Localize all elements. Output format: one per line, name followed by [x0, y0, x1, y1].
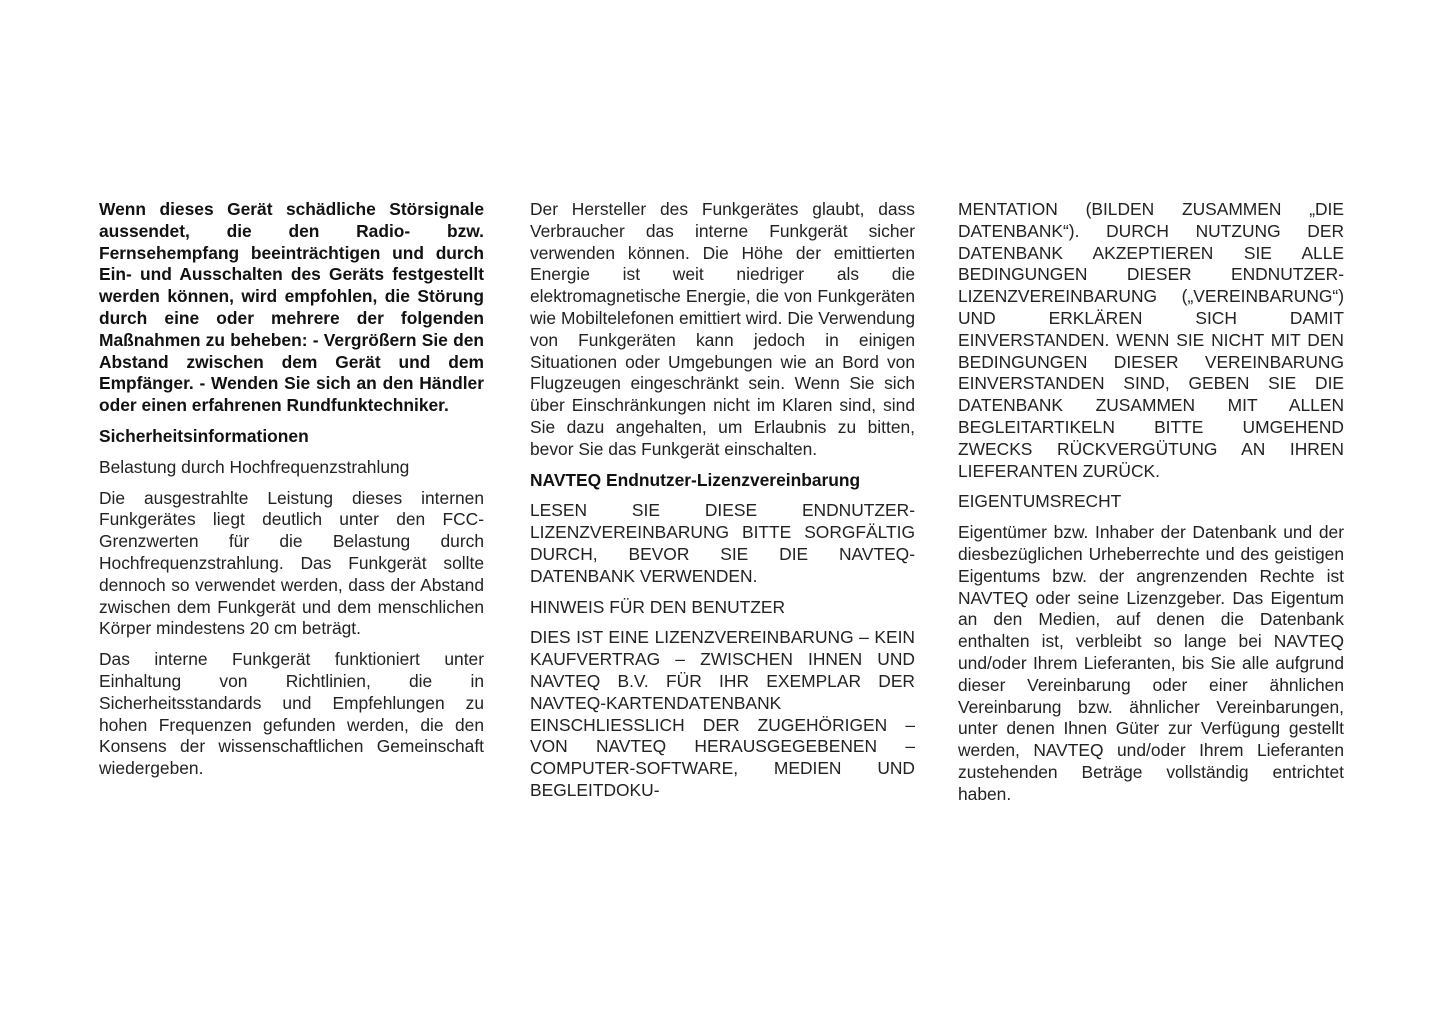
user-notice-subheading: HINWEIS FÜR DEN BENUTZER: [530, 596, 786, 617]
navteq-eula-heading: NAVTEQ Endnutzer-Lizenzvereinbarung: [530, 469, 861, 490]
safety-heading: Sicherheitsinformationen: [99, 425, 309, 446]
read-carefully-paragraph: LESEN SIE DIESE ENDNUTZER-LIZENZVEREINBARUNG BITTE SORGFÄLTIG DURCH, BEVOR SIE DIE NAVTEQ-DATENBANK VERWENDEN.: [530, 500, 915, 586]
rf-exposure-paragraph: Die ausgestrahlte Leistung dieses internen Funkgerätes liegt deutlich unter den FCC-Grenzwerten für die Belastung durch Hochfrequenzstrahlung. Das Funkgerät sollte dennoch so verwendet werden, dass der Abstand zwischen dem Funkgerät und dem menschlichen Körper mindestens 20 cm beträgt.: [99, 487, 484, 639]
documentation-continuation-paragraph: MENTATION (BILDEN ZUSAMMEN „DIE DATENBANK“). DURCH NUTZUNG DER DATENBANK AKZEPTIEREN SIE ALLE BEDINGUNGEN DIESER ENDNUTZER-LIZENZVEREINBARUNG („VEREINBARUNG“) UND ERKLÄREN SICH DAMIT EINVERSTANDEN. WENN SIE NICHT MIT DEN BEDINGUNGEN DIESER VEREINBARUNG EINVERSTANDEN SIND, GEBEN SIE DIE DATENBANK ZUSAMMEN MIT ALLEN BEGLEITARTIKELN BITTE UMGEHEND ZWECKS RÜCKVERGÜTUNG AN IHREN LIEFERANTEN ZURÜCK.: [958, 199, 1344, 481]
ownership-subheading: EIGENTUMSRECHT: [958, 491, 1122, 512]
column-right: [958, 199, 1344, 815]
column-left: [99, 199, 484, 789]
interference-warning: Wenn dieses Gerät schädliche Störsignale aussendet, die den Radio- bzw. Fernsehempfang beeinträchtigen und durch Ein- und Ausschalten des Geräts festgestellt werden können, wird empfohlen, die Störung durch eine oder mehrere der folgenden Maßnahmen zu beheben: - Vergrößern Sie den Abstand zwischen dem Gerät und dem Empfänger. - Wenden Sie sich an den Händler oder einen erfahrenen Rundfunktechniker.: [99, 199, 484, 416]
manufacturer-paragraph: Der Hersteller des Funkgerätes glaubt, dass Verbraucher das interne Funkgerät sicher verwenden können. Die Höhe der emittierten Energie ist weit niedriger als die elektromagnetische Energie, die von Funkgeräten wie Mobiltelefonen emittiert wird. Die Verwendung von Funkgeräten kann jedoch in einigen Situationen oder Umgebungen wie an Bord von Flugzeugen eingeschränkt sein. Wenn Sie sich über Einschränkungen nicht im Klaren sind, sind Sie dazu angehalten, um Erlaubnis zu bitten, bevor Sie das Funkgerät einschalten.: [530, 199, 915, 459]
license-agreement-paragraph: DIES IST EINE LIZENZVEREINBARUNG – KEIN KAUFVERTRAG – ZWISCHEN IHNEN UND NAVTEQ B.V. FÜR IHR EXEMPLAR DER NAVTEQ-KARTENDATENBANK EINSCHLIESSLICH DER ZUGEHÖRIGEN – VON NAVTEQ HERAUSGEGEBENEN – COMPUTER-SOFTWARE, MEDIEN UND BEGLEITDOKU-: [530, 627, 915, 800]
column-middle: [530, 199, 915, 811]
rf-exposure-subheading: Belastung durch Hochfrequenzstrahlung: [99, 456, 410, 477]
guidelines-paragraph: Das interne Funkgerät funktioniert unter Einhaltung von Richtlinien, die in Sicherheitsstandards und Empfehlungen zu hohen Frequenzen gefunden werden, die den Konsens der wissenschaftlichen Gemeinschaft wiedergeben.: [99, 649, 484, 779]
ownership-paragraph: Eigentümer bzw. Inhaber der Datenbank und der diesbezüglichen Urheberrechte und des geistigen Eigentums bzw. der angrenzenden Rechte ist NAVTEQ oder seine Lizenzgeber. Das Eigentum an den Medien, auf denen die Datenbank enthalten ist, verbleibt so lange bei NAVTEQ und/oder Ihrem Lieferanten, bis Sie alle aufgrund dieser Vereinbarung oder einer ähnlichen Vereinbarung bzw. ähnlicher Vereinbarungen, unter denen Ihnen Güter zur Verfügung gestellt werden, NAVTEQ und/oder Ihrem Lieferanten zustehenden Beträge vollständig entrichtet haben.: [958, 522, 1344, 804]
